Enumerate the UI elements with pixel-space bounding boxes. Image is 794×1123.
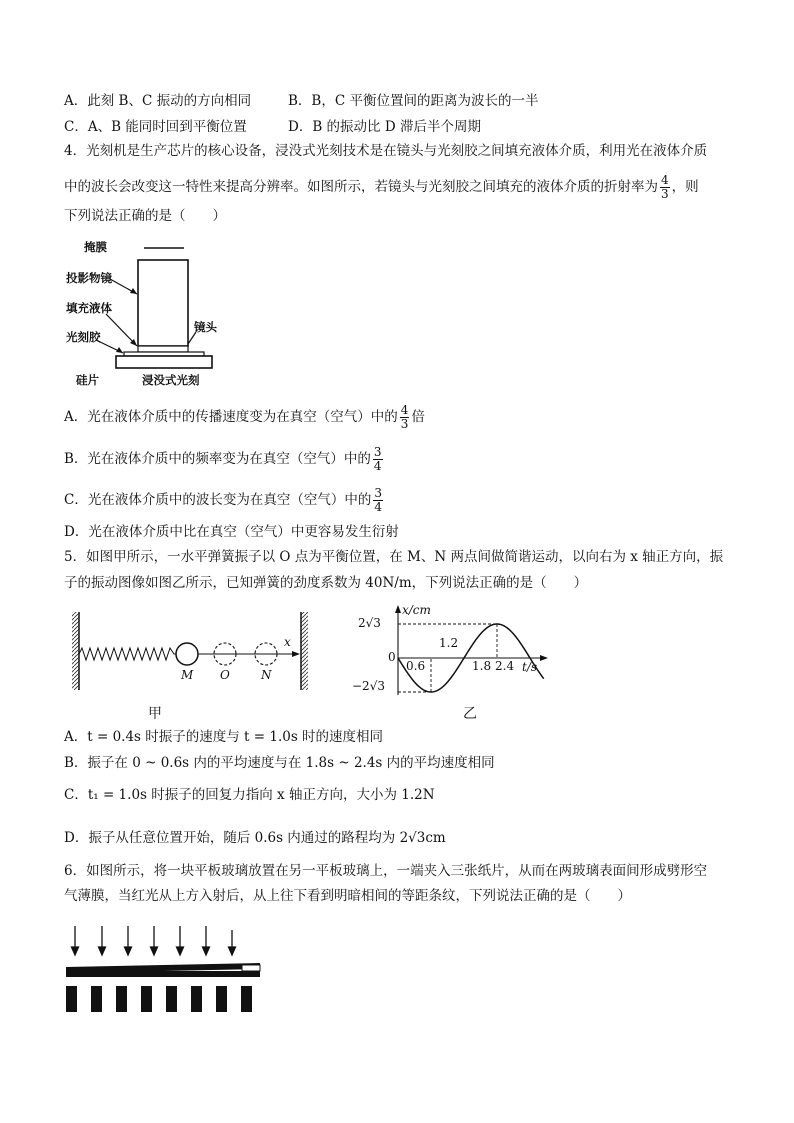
q4-option-a-end: 倍 xyxy=(411,409,425,425)
air-wedge-figure xyxy=(62,922,267,1017)
frac-den: 4 xyxy=(373,459,382,473)
label-n: N xyxy=(261,668,272,682)
label-x-axis: x xyxy=(284,635,291,649)
q5-stem-line2: 子的振动图像如图乙所示，已知弹簧的劲度系数为 40N/m，下列说法正确的是（ ） xyxy=(64,575,588,591)
q4-option-c-text: C．光在液体介质中的波长变为在真空（空气）中的 xyxy=(64,492,372,508)
spring xyxy=(79,648,176,660)
q6-stem-line1: 6．如图所示，将一块平板玻璃放置在另一平板玻璃上，一端夹入三张纸片，从而在两玻璃表面间形成劈形空 xyxy=(64,863,708,879)
q4-option-d: D．光在液体介质中比在真空（空气）中更容易发生衍射 xyxy=(64,524,399,540)
left-wall xyxy=(72,612,79,690)
q4-option-c xyxy=(64,487,385,514)
spring-diagram xyxy=(70,610,310,695)
q4-stem-line3: 下列说法正确的是（ ） xyxy=(64,208,226,224)
q5-option-a: A．t = 0.4s 时振子的速度与 t = 1.0s 时的速度相同 xyxy=(64,729,384,745)
tick-y-bottom: −2√3 xyxy=(352,679,385,693)
ball-m xyxy=(176,643,198,665)
wafer xyxy=(116,356,212,368)
vibration-graph xyxy=(350,603,550,698)
y-axis-arrow xyxy=(395,605,401,613)
label-m: M xyxy=(181,668,194,682)
tick-t06: 0.6 xyxy=(406,659,426,673)
frac-num: 4 xyxy=(400,403,409,417)
figure-caption: 浸没式光刻 xyxy=(142,373,200,387)
label-projection-lens: 投影物镜 xyxy=(66,271,112,285)
q5-option-b: B．振子在 0 ~ 0.6s 内的平均速度与在 1.8s ~ 2.4s 内的平均速度相同 xyxy=(64,755,495,771)
q4-stem-line2 xyxy=(64,174,699,201)
q6-stem-line2: 气薄膜，当红光从上方入射后，从上往下看到明暗相间的等距条纹，下列说法正确的是（ ） xyxy=(64,888,631,904)
tick-t12: 1.2 xyxy=(439,636,459,650)
immersion-lithography-figure xyxy=(66,236,226,388)
frac-den: 4 xyxy=(374,500,382,514)
q4-option-b xyxy=(64,446,385,473)
label-o: O xyxy=(220,668,230,682)
q4-option-c-fraction xyxy=(373,487,383,514)
spring-oscillator-figure xyxy=(70,610,310,695)
figure-jia-caption: 甲 xyxy=(148,706,162,722)
frac-den: 3 xyxy=(661,187,669,201)
label-lens-head: 镜头 xyxy=(194,320,217,334)
label-fill-liquid: 填充液体 xyxy=(66,301,112,315)
tick-y-top: 2√3 xyxy=(358,616,381,630)
q4-stem-line1: 4．光刻机是生产芯片的核心设备，浸没式光刻技术是在镜头与光刻胶之间填充液体介质，利用光在液体介质 xyxy=(64,143,708,159)
figure-yi-caption: 乙 xyxy=(463,706,477,722)
label-mask: 掩膜 xyxy=(84,240,107,254)
lens-body xyxy=(138,260,188,346)
q5-stem-line1: 5．如图甲所示，一水平弹簧振子以 O 点为平衡位置，在 M、N 两点间做简谐运动，以向右为 x 轴正方向，振 xyxy=(64,549,724,565)
q5-option-c: C．t₁ = 1.0s 时振子的回复力指向 x 轴正方向，大小为 1.2N xyxy=(64,787,435,803)
interference-fringes xyxy=(66,986,252,1012)
q4-stem-line2-text: 中的波长会改变这一特性来提高分辨率。如图所示，若镜头与光刻胶之间填充的液体介质的折射率为 xyxy=(64,179,658,195)
q4-option-a-text: A．光在液体介质中的传播速度变为在真空（空气）中的 xyxy=(64,409,398,425)
label-wafer: 硅片 xyxy=(76,373,99,387)
frac-den: 3 xyxy=(400,417,409,431)
q4-refractive-fraction xyxy=(660,174,670,201)
q4-stem-line2-end: ，则 xyxy=(671,179,699,195)
liquid-layer xyxy=(138,346,188,352)
q4-option-a xyxy=(64,404,425,431)
q3-option-a: A．此刻 B、C 振动的方向相同 xyxy=(64,93,252,109)
y-axis-label: x/cm xyxy=(402,603,431,617)
tick-origin: 0 xyxy=(388,650,396,664)
x-axis-arrow xyxy=(540,655,548,661)
paper-sheets xyxy=(242,965,260,971)
label-photoresist: 光刻胶 xyxy=(66,330,101,344)
tick-t24: 2.4 xyxy=(495,659,515,673)
q4-option-b-fraction xyxy=(373,446,383,473)
q5-option-d: D．振子从任意位置开始，随后 0.6s 内通过的路程均为 2√3cm xyxy=(64,830,446,846)
frac-num: 3 xyxy=(374,486,382,500)
frac-num: 4 xyxy=(661,173,669,187)
x-axis-label: t/s xyxy=(522,660,538,674)
tick-t18: 1.8 xyxy=(472,659,492,673)
q3-option-c: C．A、B 能同时回到平衡位置 xyxy=(64,119,247,135)
right-wall xyxy=(301,612,308,690)
q4-option-a-fraction xyxy=(400,404,410,431)
q3-option-b: B．B，C 平衡位置间的距离为波长的一半 xyxy=(288,93,539,109)
q3-option-d: D．B 的振动比 D 滞后半个周期 xyxy=(288,119,481,135)
frac-num: 3 xyxy=(373,445,382,459)
air-wedge-diagram xyxy=(62,922,267,1017)
q4-option-b-text: B．光在液体介质中的频率变为在真空（空气）中的 xyxy=(64,451,371,467)
x-arrow-head xyxy=(292,651,300,657)
incident-light-arrows xyxy=(72,926,236,955)
